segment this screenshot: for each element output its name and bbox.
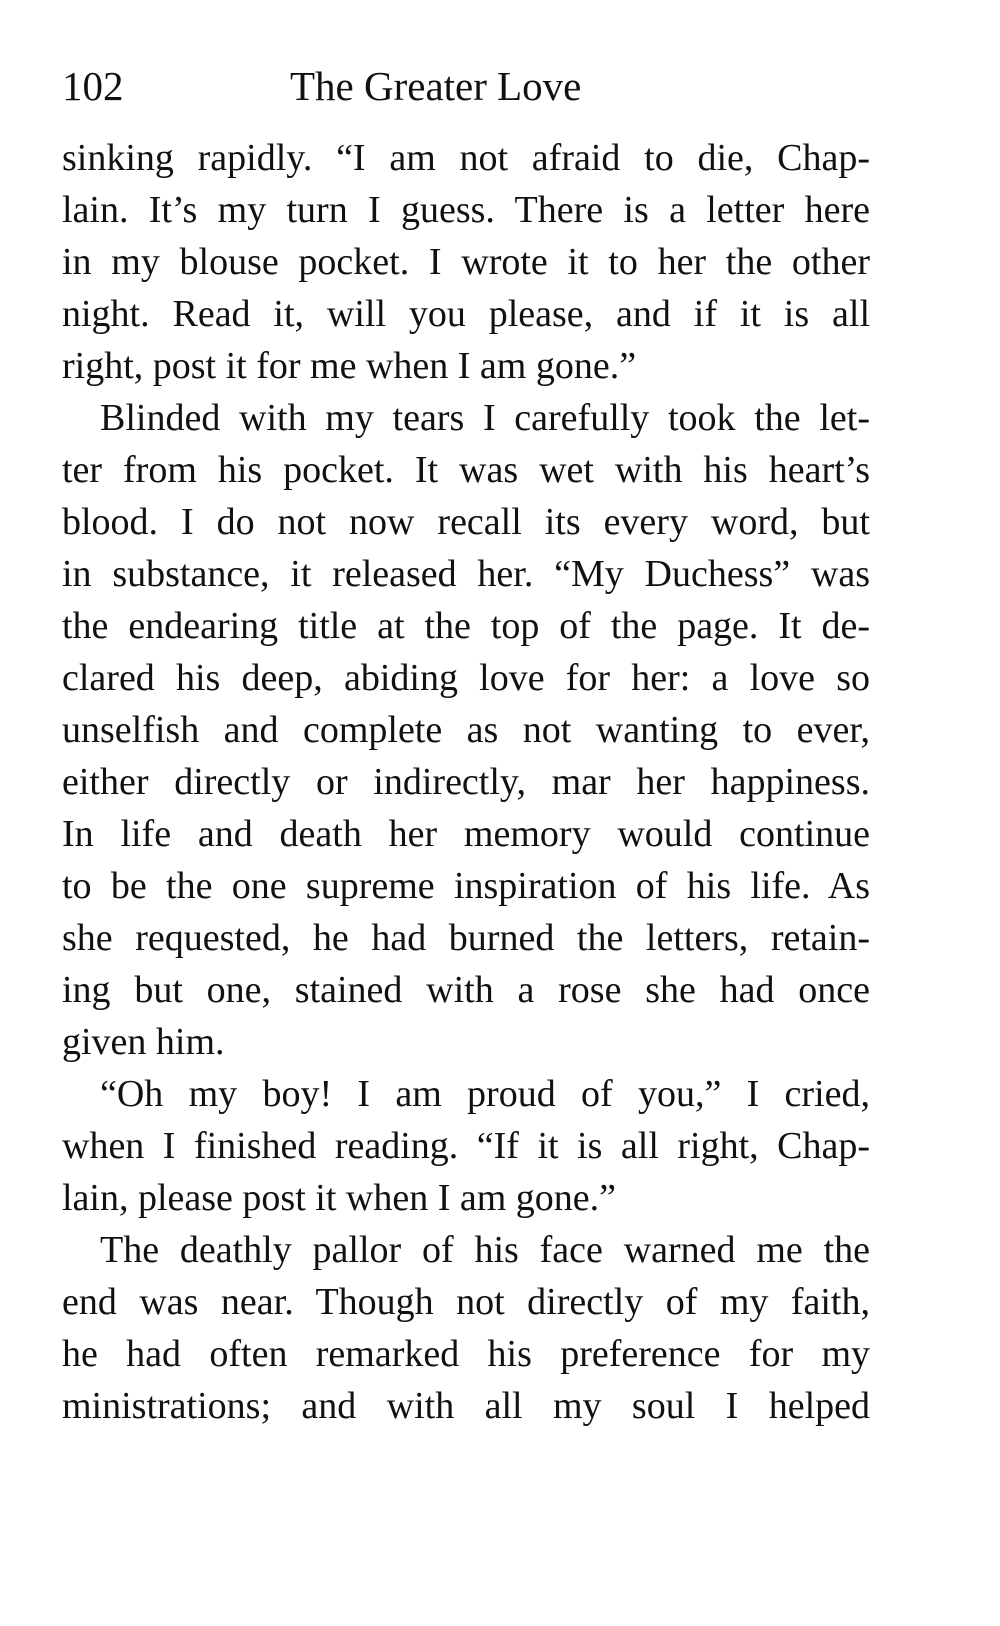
text-line: in my blouse pocket. I wrote it to her the other [62, 241, 870, 283]
running-title: The Greater Love [290, 63, 582, 109]
text-line: clared his deep, abiding love for her: a love so [62, 657, 870, 699]
text-line: he had often remarked his preference for my [62, 1333, 870, 1375]
text-line: to be the one supreme inspiration of his life. As [62, 865, 870, 907]
paragraph [62, 1224, 870, 1432]
paragraph [62, 1068, 870, 1224]
paragraph [62, 392, 870, 1068]
body-text [62, 132, 870, 1432]
text-line: end was near. Though not directly of my faith, [62, 1281, 870, 1323]
text-line: right, post it for me when I am gone.” [62, 345, 637, 387]
text-line: unselfish and complete as not wanting to ever, [62, 709, 870, 751]
text-line: the endearing title at the top of the page. It de- [62, 605, 870, 647]
running-header [62, 58, 870, 114]
text-line: given him. [62, 1021, 225, 1063]
text-line: ter from his pocket. It was wet with his heart’s [62, 449, 870, 491]
text-line: ing but one, stained with a rose she had once [62, 969, 870, 1011]
text-line: ministrations; and with all my soul I helped [62, 1385, 870, 1427]
text-line: either directly or indirectly, mar her happiness. [62, 761, 870, 803]
text-line: “Oh my boy! I am proud of you,” I cried, [100, 1073, 870, 1115]
text-line: Blinded with my tears I carefully took the let- [100, 397, 870, 439]
text-line: blood. I do not now recall its every word, but [62, 501, 870, 543]
text-line: in substance, it released her. “My Duchess” was [62, 553, 870, 595]
text-line: when I finished reading. “If it is all right, Chap- [62, 1125, 870, 1167]
text-line: In life and death her memory would continue [62, 813, 870, 855]
paragraph [62, 132, 870, 392]
text-line: sinking rapidly. “I am not afraid to die, Chap- [62, 137, 870, 179]
text-line: lain, please post it when I am gone.” [62, 1177, 617, 1219]
page-number: 102 [62, 63, 124, 109]
text-line: lain. It’s my turn I guess. There is a letter here [62, 189, 870, 231]
text-line: she requested, he had burned the letters, retain- [62, 917, 870, 959]
text-line: night. Read it, will you please, and if it is all [62, 293, 870, 335]
text-line: The deathly pallor of his face warned me the [100, 1229, 870, 1271]
